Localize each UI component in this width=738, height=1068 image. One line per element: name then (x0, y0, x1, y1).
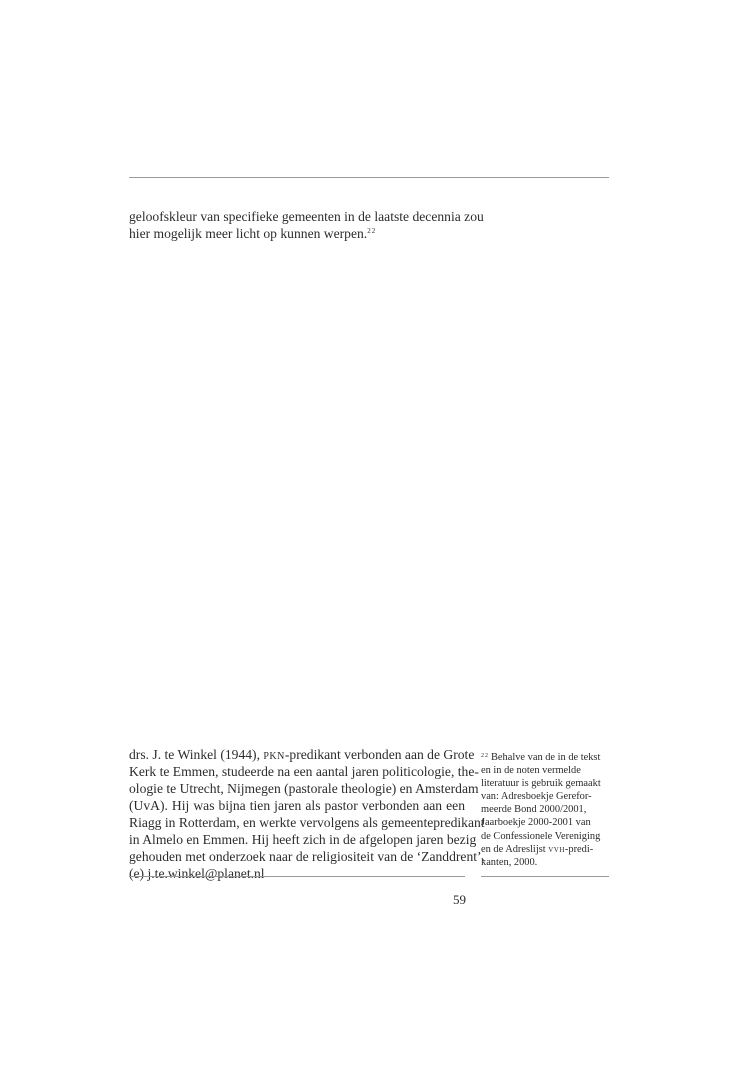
bio-line: gehouden met onderzoek naar de religiositeit van de ‘Zanddrent’. (129, 849, 485, 864)
bio-bottom-rule (129, 876, 465, 877)
intro-line (129, 225, 465, 242)
author-email: (e) j.te.winkel@planet.nl (129, 866, 265, 881)
footnote-line: van: Adresboekje Gerefor- (481, 791, 592, 803)
footnote-reference: 22 (367, 227, 377, 235)
bio-line-text: -predikant verbonden aan de Grote (284, 747, 475, 762)
footnote-line (481, 843, 613, 856)
bio-name: drs. J. te Winkel (1944), (129, 747, 264, 762)
bio-line: Riagg in Rotterdam, en werkte vervolgens als gemeentepredikant (129, 815, 485, 830)
bio-line (129, 746, 475, 763)
footnote-line: Jaarboekje 2000-2001 van (481, 817, 591, 829)
bio-line: (UvA). Hij was bijna tien jaren als pastor verbonden aan een (129, 798, 465, 813)
footnote-line: kanten, 2000. (481, 856, 538, 868)
page-number: 59 (453, 892, 466, 907)
bio-line: Kerk te Emmen, studeerde na een aantal jaren politicologie, the- (129, 764, 479, 779)
intro-line: geloofskleur van specifieke gemeenten in de laatste decennia zou (129, 209, 484, 224)
bio-line: in Almelo en Emmen. Hij heeft zich in de afgelopen jaren bezig (129, 832, 477, 847)
footnote-line: en in de noten vermelde (481, 765, 581, 777)
footnote-line: literatuur is gebruik gemaakt (481, 778, 601, 790)
bio-line: ologie te Utrecht, Nijmegen (pastorale theologie) en Amsterdam (129, 781, 479, 796)
top-rule (129, 177, 609, 178)
footnote-text: Behalve van de in de tekst (491, 752, 601, 763)
footnote-text: -predi- (564, 843, 594, 855)
footnote-text: en de Adreslijst (481, 843, 549, 855)
footnote-bottom-rule (481, 876, 609, 877)
footnote-line: meerde Bond 2000/2001, (481, 804, 587, 816)
footnote-number: 22 (481, 753, 489, 759)
footnote-abbreviation: vvh (548, 843, 565, 855)
footnote-line (481, 751, 613, 764)
bio-abbreviation: pkn (263, 747, 285, 762)
footnote-line: de Confessionele Vereniging (481, 830, 601, 842)
intro-line-text: hier mogelijk meer licht op kunnen werpen. (129, 226, 368, 241)
footnote (481, 751, 613, 869)
intro-paragraph (129, 208, 484, 242)
